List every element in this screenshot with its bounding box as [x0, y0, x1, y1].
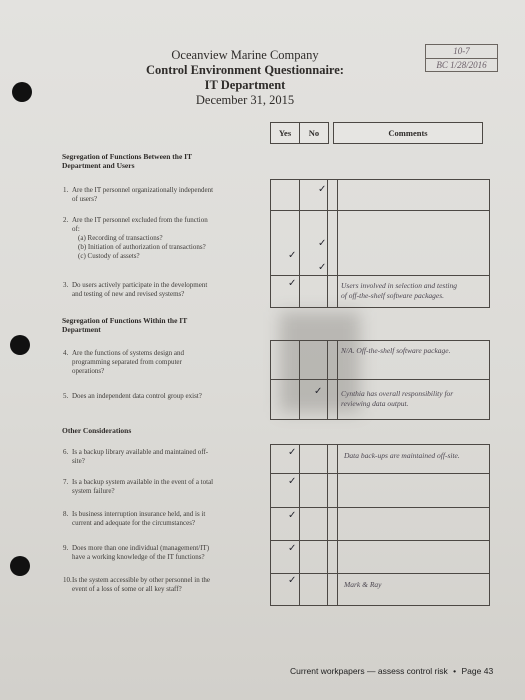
workpaper-reference-box	[425, 44, 498, 72]
check-mark: ✓	[288, 510, 297, 521]
question-4: 4. Are the functions of systems design and programming separated from computer operations?	[63, 349, 184, 375]
footer-bullet: •	[453, 666, 457, 676]
question-2: 2. Are the IT personnel excluded from the function of: (a) Recording of transactions? (b) Initiation of authorization of transactions? (c) Custody of assets?	[63, 216, 208, 260]
column-headers	[270, 122, 483, 144]
comment-q5: Cynthia has overall responsibility for reviewing data output.	[341, 389, 454, 408]
check-mark: ✓	[288, 250, 297, 261]
question-8: 8. Is business interruption insurance held, and is it current and adequate for the circumstances?	[63, 510, 206, 527]
preparer-initials-date: BC 1/28/2016	[436, 60, 487, 70]
check-mark: ✓	[288, 476, 297, 487]
check-mark: ✓	[288, 447, 297, 458]
company-name: Oceanview Marine Company	[171, 48, 319, 62]
section-heading: Segregation of Functions Within the IT Department	[62, 316, 188, 334]
check-mark: ✓	[314, 386, 323, 397]
question-7: 7. Is a backup system available in the event of a total system failure?	[63, 478, 214, 495]
question-9: 9. Does more than one individual (management/IT) have a working knowledge of the IT functions?	[63, 544, 210, 561]
comment-q6: Data back-ups are maintained off-site.	[344, 451, 460, 460]
question-6: 6. Is a backup library available and maintained off- site?	[63, 448, 209, 465]
binder-hole-top	[12, 82, 32, 102]
check-mark: ✓	[318, 262, 327, 273]
page-footer	[290, 666, 493, 676]
page-number: Page 43	[461, 666, 494, 676]
check-mark: ✓	[288, 278, 297, 289]
question-3: 3. Do users actively participate in the development and testing of new and revised systems?	[63, 281, 208, 298]
comments-column-header: Comments	[333, 122, 483, 144]
footer-text: Current workpapers — assess control risk	[290, 666, 448, 676]
question-5: 5. Does an independent data control group exist?	[63, 392, 202, 400]
comment-q10: Mark & Ray	[344, 580, 382, 589]
comment-q3: Users involved in selection and testing of off-the-shelf software packages.	[341, 281, 458, 300]
check-mark: ✓	[288, 543, 297, 554]
document-header	[120, 48, 370, 108]
section-heading: Other Considerations	[62, 426, 132, 435]
question-10: 10. Is the system accessible by other personnel in the event of a loss of some or all key staff?	[63, 576, 211, 593]
document-date: December 31, 2015	[195, 93, 295, 107]
check-mark: ✓	[318, 184, 327, 195]
check-mark: ✓	[318, 238, 327, 249]
question-1: 1. Are the IT personnel organizationally independent of users?	[63, 186, 214, 203]
binder-hole-bottom	[10, 556, 30, 576]
comment-q4: N/A. Off-the-shelf software package.	[341, 346, 451, 355]
document-title: Control Environment Questionnaire:	[146, 63, 344, 77]
check-mark: ✓	[288, 575, 297, 586]
no-column-header: No	[300, 122, 329, 144]
reference-code: 10-7	[426, 45, 497, 59]
binder-hole-middle	[10, 335, 30, 355]
department-name: IT Department	[204, 78, 286, 92]
yes-column-header: Yes	[270, 122, 300, 144]
section-heading: Segregation of Functions Between the IT Department and Users	[62, 152, 193, 170]
